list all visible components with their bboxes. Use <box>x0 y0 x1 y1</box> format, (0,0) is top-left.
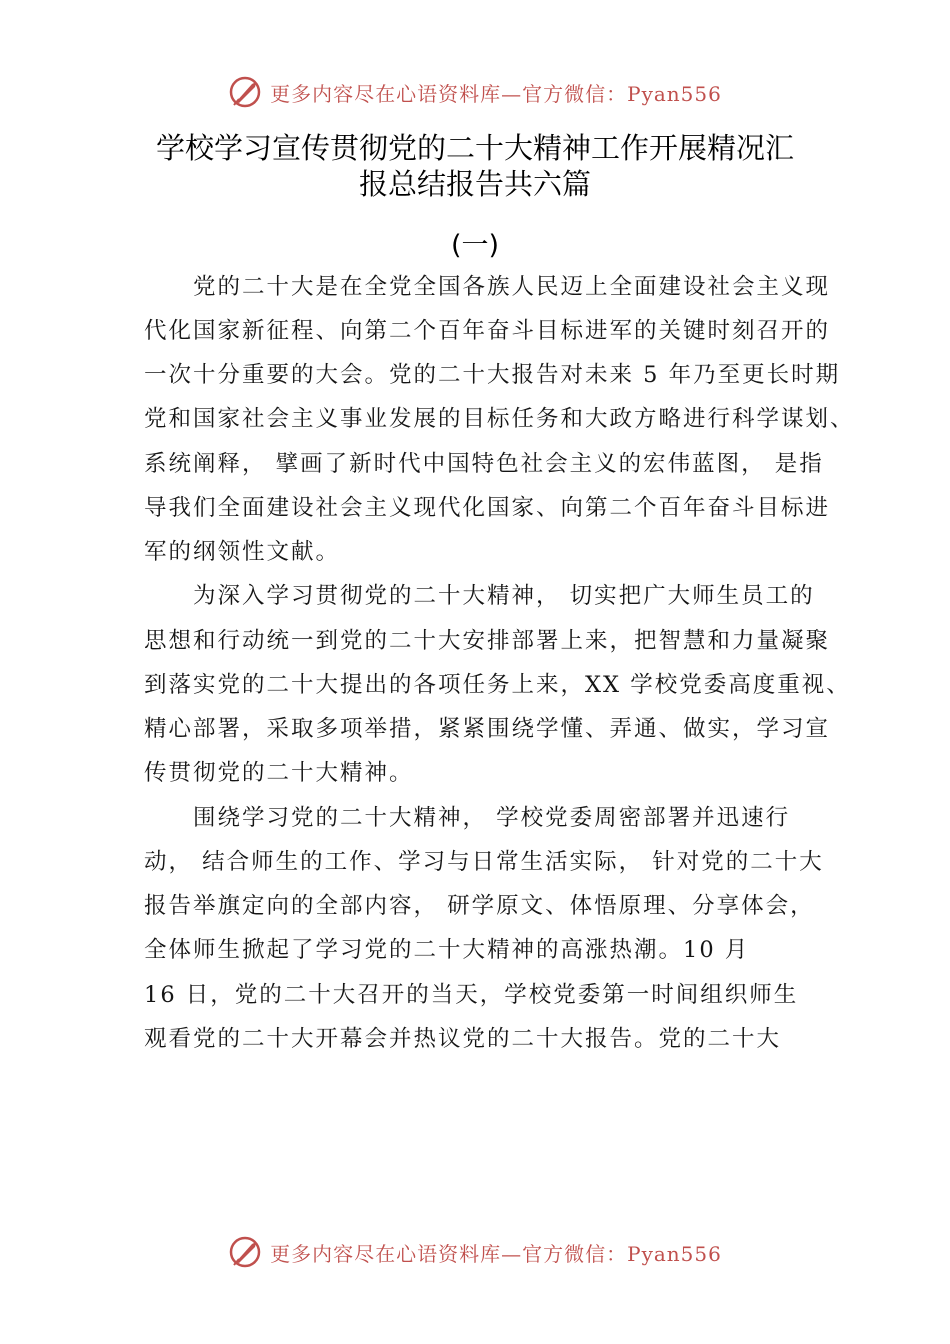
body-line: 到落实党的二十大提出的各项任务上来，XX 学校党委高度重视、 <box>144 672 851 698</box>
watermark-banner-top <box>0 70 950 114</box>
body-line: 思想和行动统一到党的二十大安排部署上来，把智慧和力量凝聚 <box>144 628 831 654</box>
section-number: (一) <box>450 230 500 261</box>
document-title-line-1: 学校学习宣传贯彻党的二十大精神工作开展精况汇 <box>155 131 794 165</box>
body-line: 导我们全面建设社会主义现代化国家、向第二个百年奋斗目标进 <box>144 495 831 521</box>
body-line: 16 日，党的二十大召开的当天，学校党委第一时间组织师生 <box>144 982 799 1008</box>
body-line: 党的二十大是在全党全国各族人民迈上全面建设社会主义现 <box>193 274 831 300</box>
body-line: 动， 结合师生的工作、学习与日常生活实际， 针对党的二十大 <box>144 849 824 875</box>
body-line: 精心部署，采取多项举措，紧紧围绕学懂、弄通、做实，学习宣 <box>144 716 831 742</box>
watermark-text: 更多内容尽在心语资料库—官方微信：Pyan556 <box>270 1241 722 1266</box>
body-line: 为深入学习贯彻党的二十大精神， 切实把广大师生员工的 <box>193 583 815 609</box>
quill-pen-icon <box>228 1235 262 1269</box>
body-line: 报告举旗定向的全部内容， 研学原文、体悟原理、分享体会， <box>144 893 815 919</box>
body-line: 系统阐释， 擘画了新时代中国特色社会主义的宏伟蓝图， 是指 <box>144 451 824 477</box>
body-line: 军的纲领性文献。 <box>144 539 341 565</box>
body-line: 传贯彻党的二十大精神。 <box>144 760 414 786</box>
document-title-line-2: 报总结报告共六篇 <box>358 167 591 201</box>
body-line: 围绕学习党的二十大精神， 学校党委周密部署并迅速行 <box>193 805 791 831</box>
watermark-banner-bottom <box>0 1230 950 1274</box>
body-line: 党和国家社会主义事业发展的目标任务和大政方略进行科学谋划、 <box>144 406 855 432</box>
quill-pen-icon <box>228 75 262 109</box>
body-line: 代化国家新征程、向第二个百年奋斗目标进军的关键时刻召开的 <box>144 318 831 344</box>
body-line: 观看党的二十大开幕会并热议党的二十大报告。党的二十大 <box>144 1026 782 1052</box>
watermark-text: 更多内容尽在心语资料库—官方微信：Pyan556 <box>270 81 722 106</box>
body-line: 一次十分重要的大会。党的二十大报告对未来 5 年乃至更长时期 <box>144 362 841 388</box>
body-line: 全体师生掀起了学习党的二十大精神的高涨热潮。10 月 <box>144 937 750 963</box>
